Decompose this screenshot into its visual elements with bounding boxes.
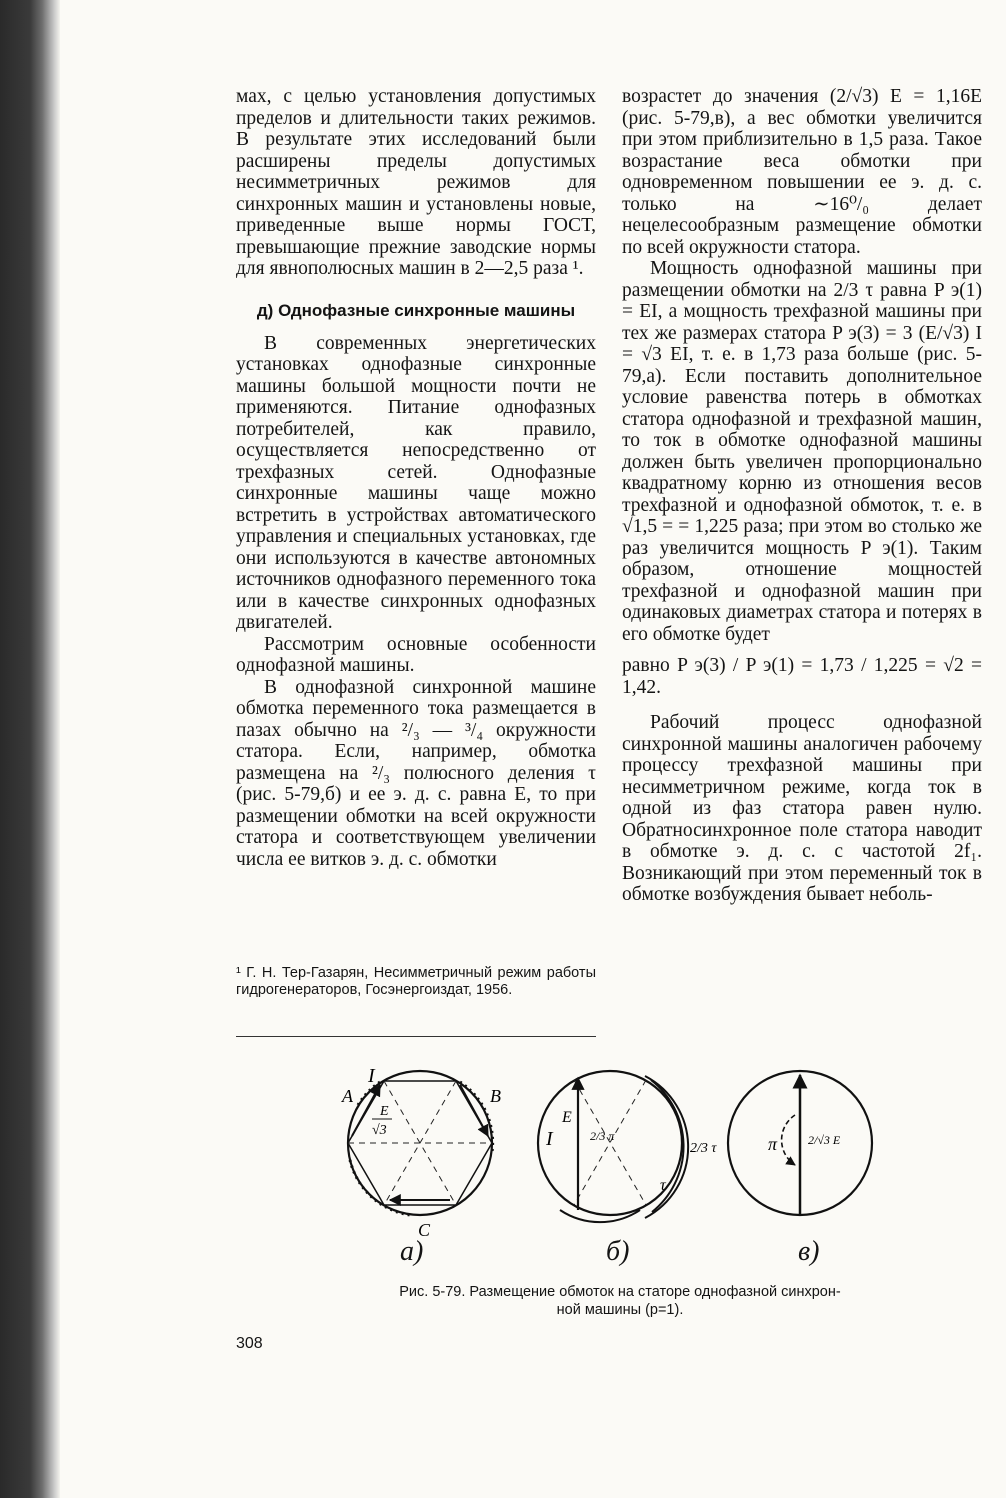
figure-caption	[300, 1283, 940, 1319]
label-a: A	[342, 1086, 353, 1106]
label-b: B	[490, 1086, 501, 1106]
caption-line: Рис. 5-79. Размещение обмоток на статоре однофазной синхрон-	[399, 1284, 841, 1300]
footnote-rule	[236, 1036, 596, 1037]
label-e: E	[380, 1104, 389, 1119]
paragraph: Рабочий процесс однофазной синхронной машины аналогичен рабочему процессу трехфазной машины при несимметричном режиме, когда ток в одной из фаз статора равен нулю. Обратносинхронное поле статора наводит в обмотке э. д. с. с частотой 2f₁. Возникающий при этом переменный ток в обмотке возбуждения бывает неболь-	[622, 712, 982, 905]
paragraph: возрастет до значения (2/√3) E = 1,16E (рис. 5-79,в), а вес обмотки увеличится при этом приблизительно в 1,5 раза. Такое возрастание веса обмотки при одновременном повышении ее э. д. с. только на ∼16⁰/₀ делает нецелесообразным размещение обмотки по всей окружности статора.	[622, 86, 982, 258]
left-column	[236, 86, 596, 870]
diagram-a	[341, 1065, 501, 1240]
section-heading: д) Однофазные синхронные машины	[256, 300, 576, 320]
label-i: I	[546, 1128, 553, 1150]
label-c: C	[418, 1220, 431, 1240]
diagram-c	[728, 1071, 872, 1215]
formula: равно P э(3) / P э(1) = 1,73 / 1,225 = √2 = 1,42.	[622, 655, 982, 698]
right-column	[622, 86, 982, 906]
label-pi: π	[768, 1134, 778, 1154]
figure-5-79	[300, 1060, 960, 1290]
paragraph: мах, с целью установления допустимых пределов и длительности таких режимов. В результате этих исследований были расширены пределы допустимых несимметричных режимов для синхронных машин и установлены новые, приведенные выше нормы ГОСТ, превышающие прежние заводские нормы для явнополюсных машин в 2—2,5 раза ¹.	[236, 86, 596, 279]
label-e: E	[562, 1109, 572, 1126]
sublabel-a: а)	[400, 1236, 424, 1267]
caption-line: ной машины (p=1).	[556, 1302, 684, 1318]
label-i: I	[368, 1065, 375, 1087]
paragraph: Мощность однофазной машины при размещении обмотки на 2/3 τ равна P э(1) = EI, а мощность трехфазной машины при тех же размерах статора P э(3) = 3 (E/√3) I = √3 EI, т. е. в 1,73 раза больше (рис. 5-79,а). Если поставить дополнительное условие равенства потерь в обмотках статора однофазной и трехфазной машин, то ток в обмотке однофазной машины должен быть увеличен пропорционально квадратному корню из отношения весов трехфазной и однофазной обмоток, т. е. в √1,5 = = 1,225 раза; при этом во столько же раз увеличится мощность P э(1). Таким образом, отношение мощностей трехфазной и однофазной машин при одинаковых диаметрах статора и потерях в его обмотке будет	[622, 258, 982, 645]
paragraph: В однофазной синхронной машине обмотка переменного тока размещается в пазах обычно на ²/₃ — ³/₄ окружности статора. Если, например, обмотка размещена на ²/₃ полюсного деления τ (рис. 5-79,б) и ее э. д. с. равна E, то при размещении обмотки на всей окружности статора и соответствующем увеличении числа ее витков э. д. с. обмотки	[236, 676, 596, 870]
sublabel-b: б)	[606, 1236, 630, 1267]
label-frac: 2/3 π	[590, 1129, 615, 1143]
book-spine-shadow	[0, 0, 60, 1498]
label-frac: 2/√3 E	[808, 1133, 841, 1147]
label-sqrt3: √3	[372, 1123, 387, 1138]
diagram-b	[538, 1071, 717, 1222]
paragraph: Рассмотрим основные особенности однофазной машины.	[236, 633, 596, 676]
label-tau23: 2/3 τ	[690, 1141, 717, 1156]
paragraph: В современных энергетических установках однофазные синхронные машины большой мощности почти не применяются. Питание однофазных потребителей, как правило, осуществляется непосредственно от трехфазных сетей. Однофазные синхронные машины чаще можно встретить в устройствах автоматического управления и специальных установках, где они используются в качестве автономных источников однофазного переменного тока или в качестве синхронных однофазных двигателей.	[236, 332, 596, 633]
footnote: ¹ Г. Н. Тер-Газарян, Несимметричный режим работы гидрогенераторов, Госэнергоиздат, 1956.	[236, 965, 596, 998]
page-number: 308	[236, 1335, 263, 1352]
label-tau: τ	[660, 1177, 666, 1194]
sublabel-c: в)	[798, 1236, 820, 1267]
